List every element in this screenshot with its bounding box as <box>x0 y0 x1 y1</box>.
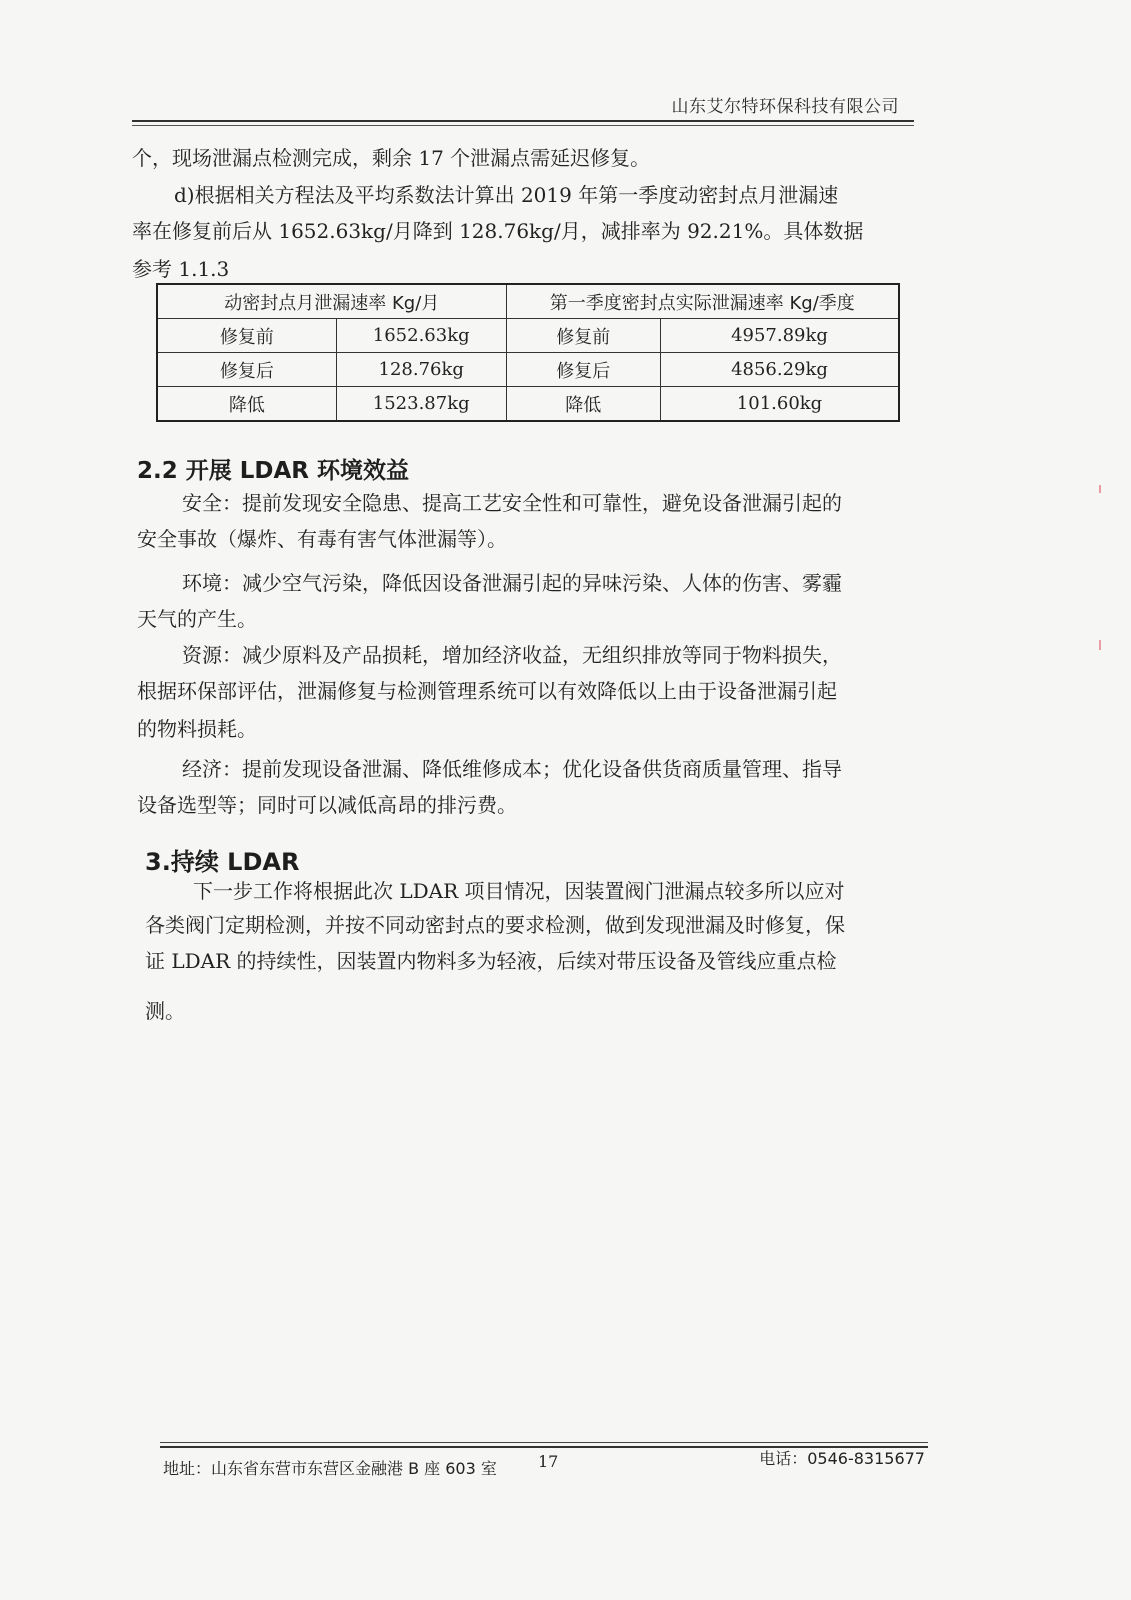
resource-line-2: 根据环保部评估，泄漏修复与检测管理系统可以有效降低以上由于设备泄漏引起 <box>137 679 837 703</box>
body-line-2: d)根据相关方程法及平均系数法计算出 2019 年第一季度动密封点月泄漏速 <box>174 183 839 207</box>
section3-line-3: 证 LDAR 的持续性，因装置内物料多为轻液，后续对带压设备及管线应重点检 <box>145 949 837 973</box>
footer-phone: 电话：0546-8315677 <box>759 1449 925 1468</box>
header-rule-thin <box>132 125 914 126</box>
row-value-left: 128.76kg <box>336 353 506 387</box>
resource-line-1: 资源：减少原料及产品损耗，增加经济收益，无组织排放等同于物料损失， <box>182 643 842 667</box>
table-row <box>157 387 899 422</box>
safety-line-1: 安全：提前发现安全隐患、提高工艺安全性和可靠性，避免设备泄漏引起的 <box>182 491 842 515</box>
body-line-1: 个，现场泄漏点检测完成，剩余 17 个泄漏点需延迟修复。 <box>132 146 651 170</box>
row-value-right: 4856.29kg <box>661 353 899 387</box>
economy-line-2: 设备选型等；同时可以减低高昂的排污费。 <box>137 793 517 817</box>
footer-rule <box>160 1442 928 1443</box>
section-3-heading: 3.持续 LDAR <box>145 848 300 876</box>
page-number: 17 <box>538 1452 559 1471</box>
table-row <box>157 319 899 353</box>
section3-line-1: 下一步工作将根据此次 LDAR 项目情况，因装置阀门泄漏点较多所以应对 <box>193 879 845 903</box>
body-line-4: 参考 1.1.3 <box>132 257 230 281</box>
environment-line-2: 天气的产生。 <box>137 607 257 631</box>
section-2-2-heading: 2.2 开展 LDAR 环境效益 <box>137 458 410 484</box>
row-label-right: 修复前 <box>506 319 660 353</box>
table-row <box>157 353 899 387</box>
environment-line-1: 环境：减少空气污染，降低因设备泄漏引起的异味污染、人体的伤害、雾霾 <box>182 571 842 595</box>
header-rule <box>132 120 914 122</box>
row-value-left: 1523.87kg <box>336 387 506 422</box>
row-label-left: 修复后 <box>157 353 336 387</box>
row-value-right: 4957.89kg <box>661 319 899 353</box>
row-value-left: 1652.63kg <box>336 319 506 353</box>
safety-line-2: 安全事故（爆炸、有毒有害气体泄漏等）。 <box>137 527 507 551</box>
row-label-left: 降低 <box>157 387 336 422</box>
section3-line-4: 测。 <box>145 999 185 1023</box>
body-line-3: 率在修复前后从 1652.63kg/月降到 128.76kg/月，减排率为 92.21%。具体数据 <box>132 219 864 243</box>
table-header-left: 动密封点月泄漏速率 Kg/月 <box>157 284 506 319</box>
table-header-right: 第一季度密封点实际泄漏速率 Kg/季度 <box>506 284 899 319</box>
footer-address: 地址：山东省东营市东营区金融港 B 座 603 室 <box>163 1459 497 1478</box>
section3-line-2: 各类阀门定期检测，并按不同动密封点的要求检测，做到发现泄漏及时修复，保 <box>145 913 845 937</box>
header-company-name: 山东艾尔特环保科技有限公司 <box>671 97 899 117</box>
scan-edge-mark <box>1099 640 1101 650</box>
resource-line-3: 的物料损耗。 <box>137 717 257 741</box>
row-label-right: 降低 <box>506 387 660 422</box>
row-label-right: 修复后 <box>506 353 660 387</box>
leak-rate-table <box>156 283 900 422</box>
row-value-right: 101.60kg <box>661 387 899 422</box>
table-header-row <box>157 284 899 319</box>
scan-edge-mark <box>1099 485 1101 493</box>
economy-line-1: 经济：提前发现设备泄漏、降低维修成本；优化设备供货商质量管理、指导 <box>182 757 842 781</box>
row-label-left: 修复前 <box>157 319 336 353</box>
